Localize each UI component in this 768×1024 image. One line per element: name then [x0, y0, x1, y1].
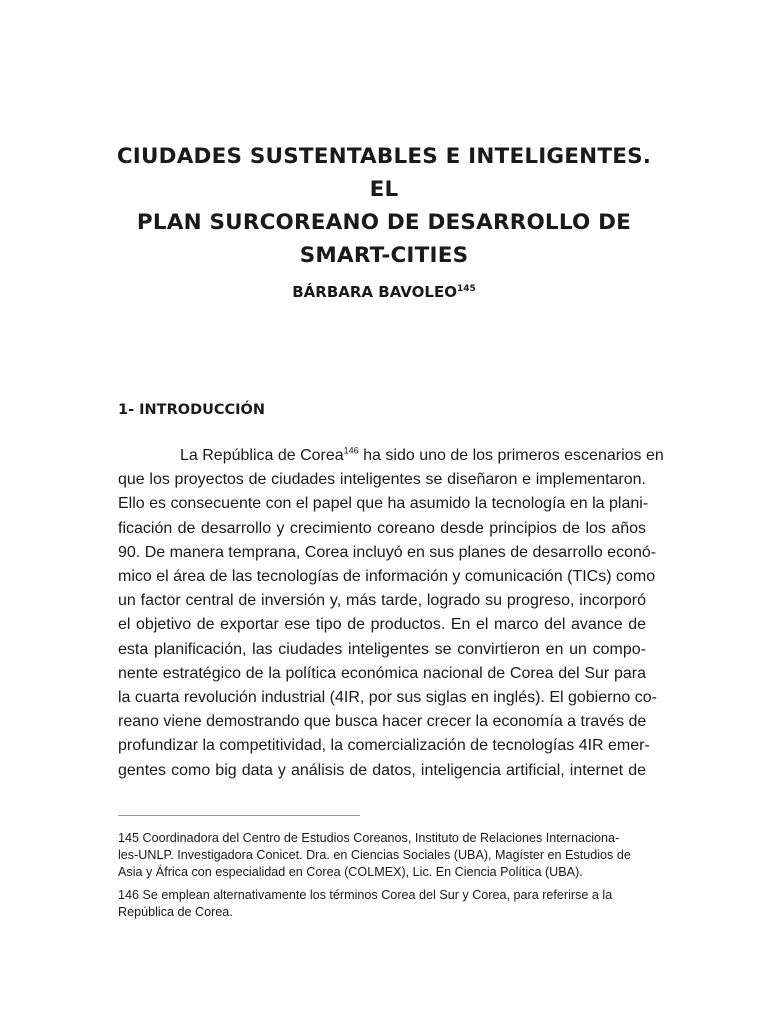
footnote-separator: [118, 815, 360, 816]
body-line: Ello es consecuente con el papel que ha asumido la tecnología en la plani-: [118, 495, 649, 513]
footnote-ref: 146: [343, 445, 359, 456]
body-line: gentes como big data y análisis de datos, inteligencia artificial, internet de: [118, 761, 646, 779]
article-title-line: SMART-CITIES: [299, 243, 469, 268]
footnote-line: 146 Se emplean alternativamente los términos Corea del Sur y Corea, para referirse a la: [118, 888, 613, 902]
body-first-line: [118, 444, 664, 468]
footnote-line: les-UNLP. Investigadora Conicet. Dra. en Ciencias Sociales (UBA), Magíster en Estudios de: [118, 848, 631, 862]
footnote-line: Asia y África con especialidad en Corea (COLMEX), Lic. En Ciencia Política (UBA).: [118, 865, 583, 879]
body-line: 90. De manera temprana, Corea incluyó en sus planes de desarrollo econó-: [118, 543, 657, 561]
article-title: [100, 140, 668, 272]
section-heading: 1- INTRODUCCIÓN: [118, 402, 266, 418]
body-line: que los proyectos de ciudades inteligentes se diseñaron e implementaron.: [118, 471, 646, 489]
body-line: reano viene demostrando que busca hacer crecer la economía a través de: [118, 713, 647, 731]
footnote-146: [118, 887, 650, 921]
footnotes: [118, 830, 650, 927]
body-line: esta planificación, las ciudades inteligentes se convirtieron en un compo-: [118, 640, 646, 658]
body-text: ha sido uno de los primeros escenarios en: [358, 447, 664, 464]
author-name: BÁRBARA BAVOLEO: [292, 283, 457, 301]
footnote-145: [118, 830, 650, 881]
body-line: un factor central de inversión y, más tarde, logrado su progreso, incorporó: [118, 592, 646, 610]
body-paragraph: [118, 444, 664, 783]
author-footnote-ref: 145: [456, 284, 476, 294]
body-text: La República de Corea: [180, 447, 344, 464]
footnote-line: República de Corea.: [118, 905, 233, 919]
footnote-line: 145 Coordinadora del Centro de Estudios Coreanos, Instituto de Relaciones Internaciona-: [118, 831, 620, 845]
article-title-line: CIUDADES SUSTENTABLES E INTELIGENTES. EL: [116, 144, 652, 202]
author-byline: [100, 282, 668, 302]
body-line: mico el área de las tecnologías de información y comunicación (TICs) como: [118, 568, 656, 586]
body-line: profundizar la competitividad, la comercialización de tecnologías 4IR emer-: [118, 737, 650, 755]
body-line: nente estratégico de la política económica nacional de Corea del Sur para: [118, 664, 646, 682]
body-line: la cuarta revolución industrial (4IR, por sus siglas en inglés). El gobierno co-: [118, 689, 657, 707]
body-line: el objetivo de exportar ese tipo de productos. En el marco del avance de: [118, 616, 646, 634]
body-line: ficación de desarrollo y crecimiento coreano desde principios de los años: [118, 519, 646, 537]
article-title-line: PLAN SURCOREANO DE DESARROLLO DE: [136, 210, 632, 235]
